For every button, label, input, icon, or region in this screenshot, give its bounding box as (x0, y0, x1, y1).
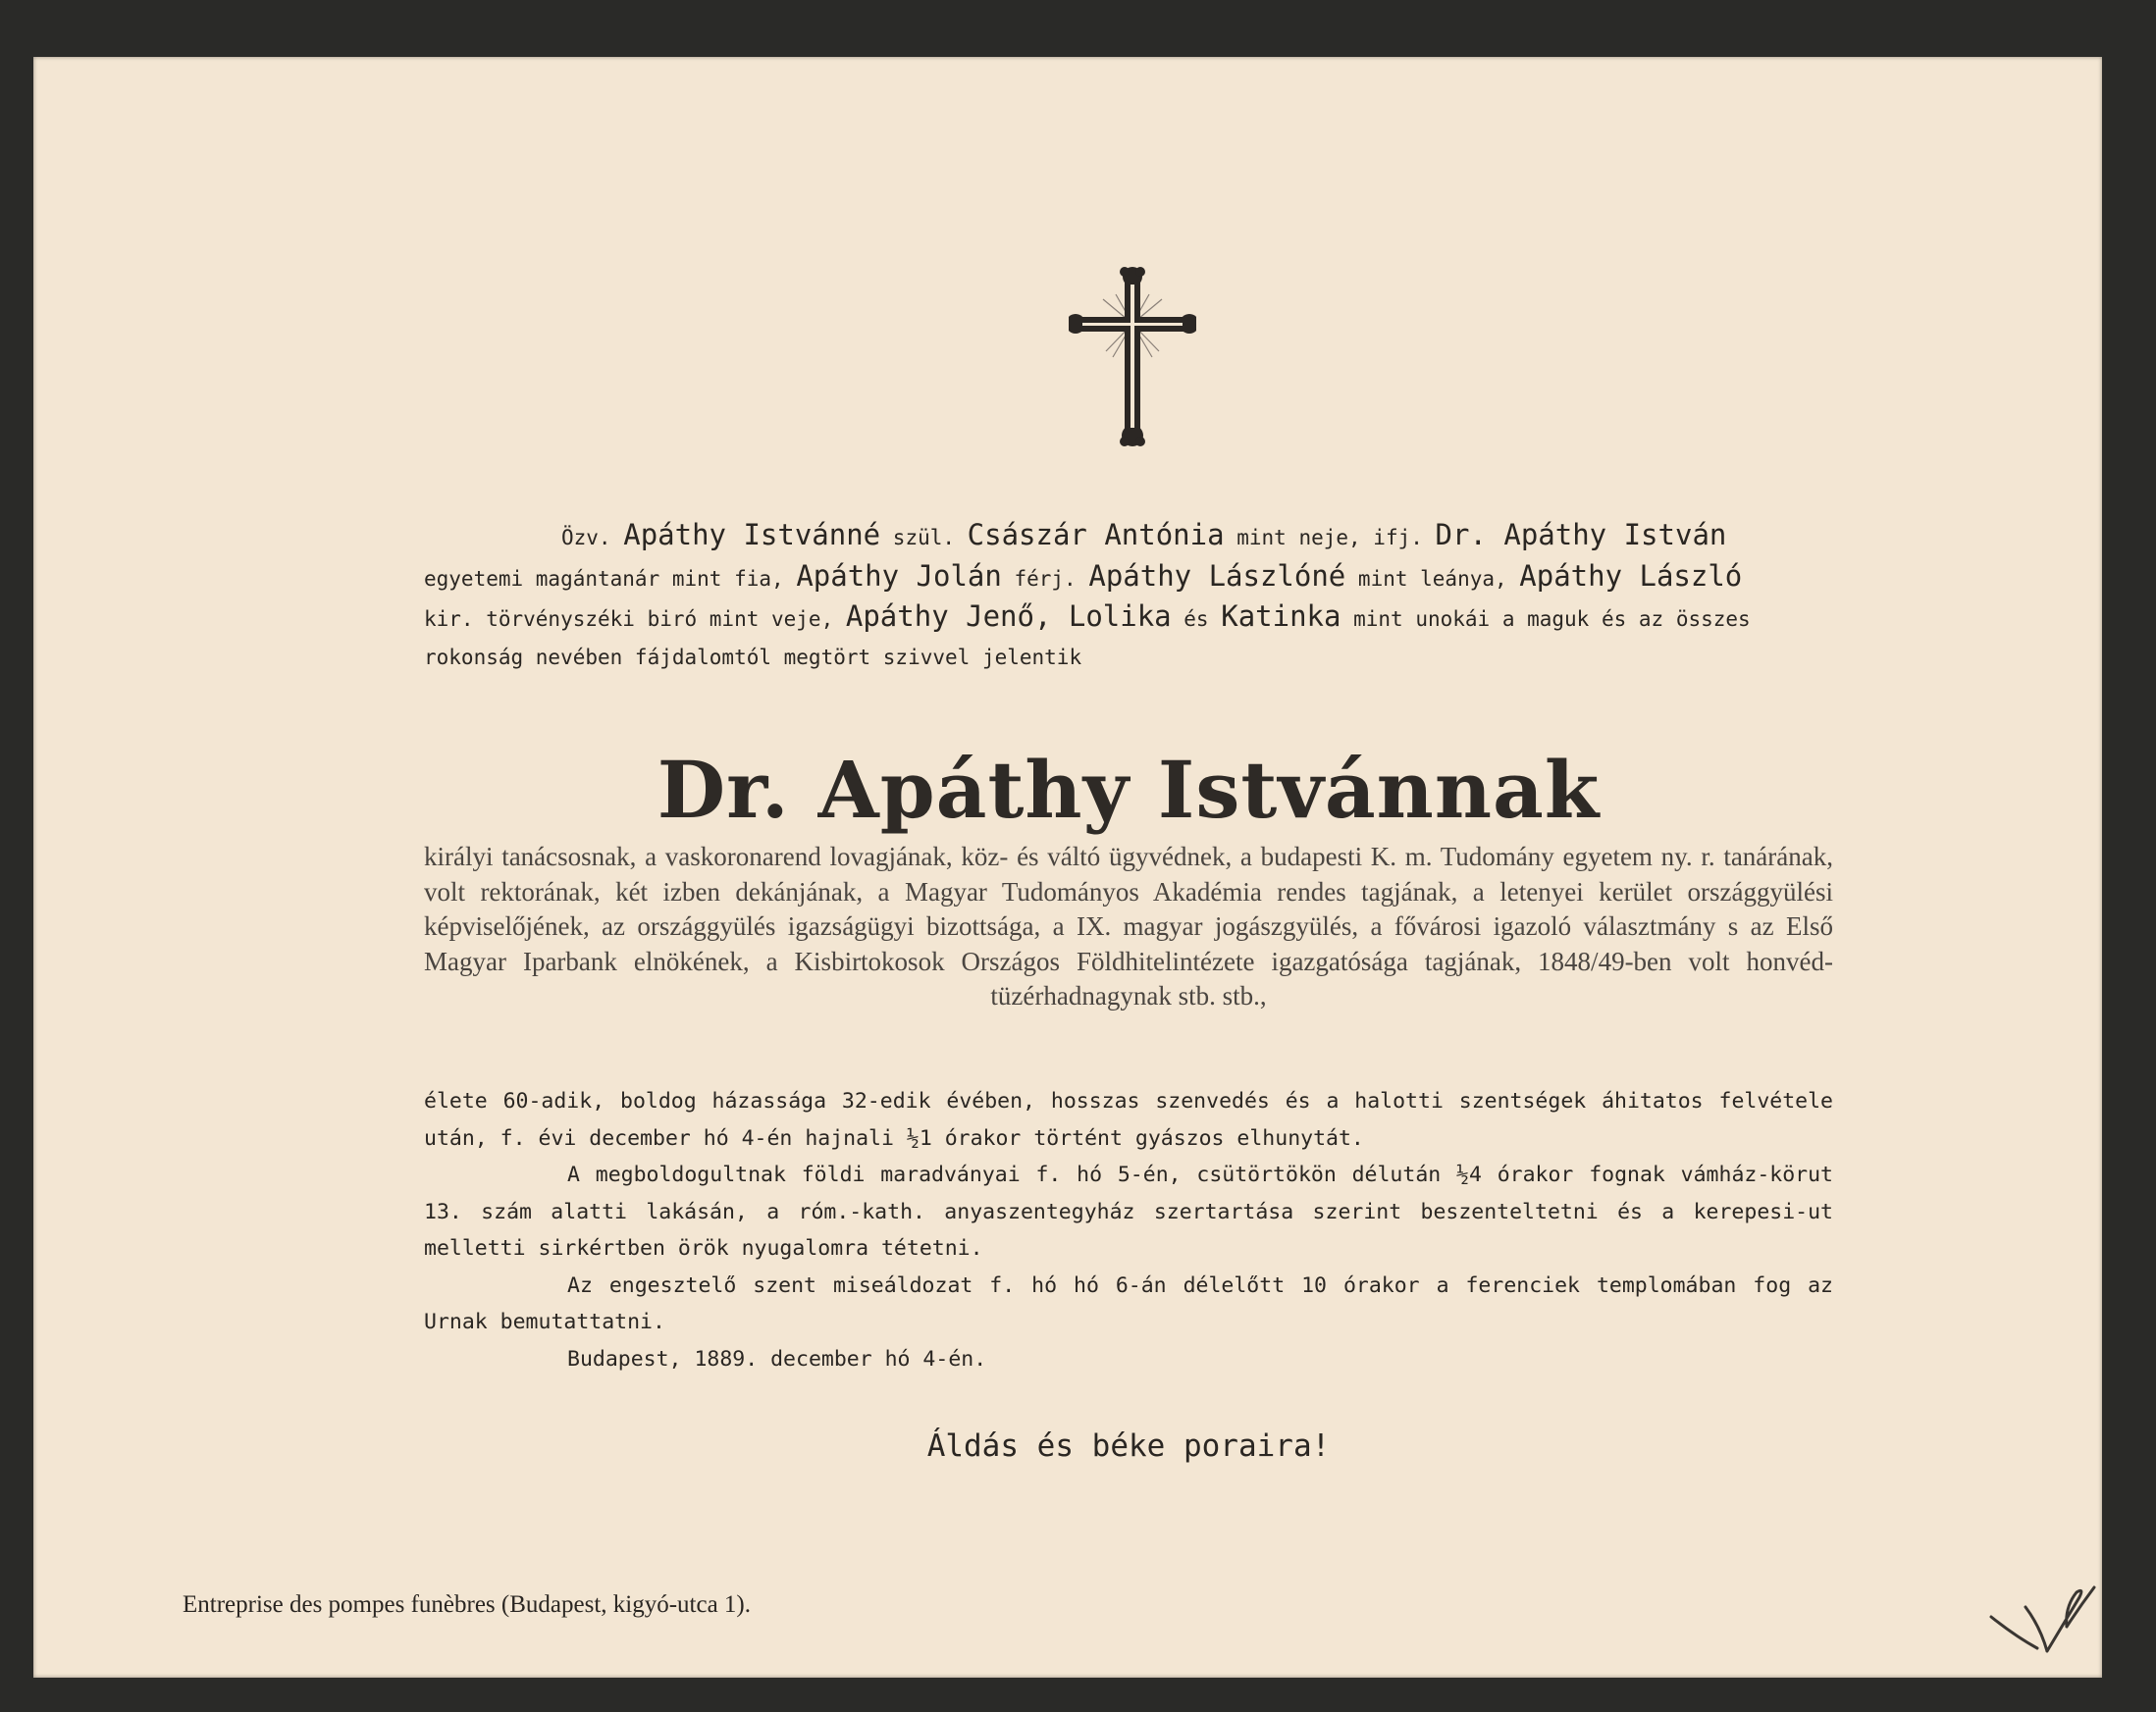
mourner-name: Császár Antónia (967, 518, 1225, 551)
notice-text: A megboldogultnak földi maradványai f. hó 5-én, csütörtökön délután ½4 órakor fognak vámház-körut 13. szám alatti lakásán, a róm.-kath. anyaszentegyház szertartása szerint beszenteltetni és a kerepesi-ut melletti sirkértben örök nyugalomra tétetni. (424, 1163, 1833, 1261)
intro-text: mint neje, ifj. (1236, 526, 1423, 549)
mourner-name: Apáthy Lászlóné (1088, 558, 1346, 593)
intro-paragraph (424, 516, 1833, 676)
mourner-name: Dr. Apáthy István (1435, 518, 1727, 551)
intro-text: mint unokái a maguk és az összes (1353, 607, 1751, 631)
intro-text: szül. (892, 526, 956, 549)
mourner-name: Apáthy Jenő, Lolika (845, 599, 1172, 633)
mourner-name: Katinka (1221, 599, 1341, 633)
intro-text: mint leánya, (1357, 566, 1507, 591)
intro-text: és (1183, 607, 1209, 631)
printer-imprint: Entreprise des pompes funèbres (Budapest, kigyó-utca 1). (183, 1591, 752, 1618)
deceased-name-heading: Dr. Apáthy Istvánnak (657, 744, 1601, 836)
mourner-name: Apáthy Istvánné (623, 518, 881, 551)
notice-date (424, 1341, 1833, 1378)
mourner-name: Apáthy Jolán (796, 558, 1002, 593)
intro-line-4: rokonság nevében fájdalomtól megtört szivvel jelentik (424, 645, 1082, 669)
deceased-titles: királyi tanácsosnak, a vaskoronarend lovagjának, köz- és váltó ügyvédnek, a budapesti K. m. Tudomány egyetem ny. r. tanárának, volt rektorának, két izben dekánjának, a Magyar Tudományos Akadémia rendes tagjának, a letenyei kerület országgyülési képviselőjének, az országgyülés igazságügyi bizottsága, a IX. magyar jogászgyülés, a fővárosi igazoló választmány s az Első Magyar Iparbank elnökének, a Kisbirtokosok Országos Földhitelintézete igazgatósága tagjának, 1848/49-ben volt honvéd-tüzérhadnagynak stb. stb., (424, 842, 1833, 1012)
notice-paragraph-3 (424, 1268, 1833, 1341)
intro-text: Özv. (561, 526, 611, 549)
handwritten-mark-icon (1986, 1568, 2104, 1666)
intro-line-1 (424, 516, 1833, 557)
intro-text: kir. törvényszéki biró mint veje, (424, 607, 834, 631)
ornate-cross-icon (1069, 265, 1196, 447)
blessing-line: Áldás és béke poraira! (926, 1428, 1331, 1464)
notice-text: Az engesztelő szent miseáldozat f. hó hó 6-án délelőtt 10 órakor a ferenciek templomában fog az Urnak bemutattatni. (424, 1272, 1833, 1334)
intro-text: egyetemi magántanár mint fia, (424, 566, 784, 591)
mourner-name: Apáthy László (1519, 558, 1743, 593)
notice-text: Budapest, 1889. december hó 4-én. (567, 1346, 987, 1372)
death-notice (424, 1083, 1833, 1377)
notice-paragraph-1: élete 60-adik, boldog házassága 32-edik évében, hosszas szenvedés és a halotti szentségek áhitatos felvétele után, f. évi december hó 4-én hajnali ½1 órakor történt gyászos elhunytát. (424, 1089, 1833, 1151)
intro-line-3 (424, 597, 1833, 639)
intro-text: férj. (1014, 566, 1077, 591)
obituary-sheet (33, 57, 2102, 1678)
intro-line-2 (424, 557, 1833, 598)
notice-paragraph-2 (424, 1157, 1833, 1268)
